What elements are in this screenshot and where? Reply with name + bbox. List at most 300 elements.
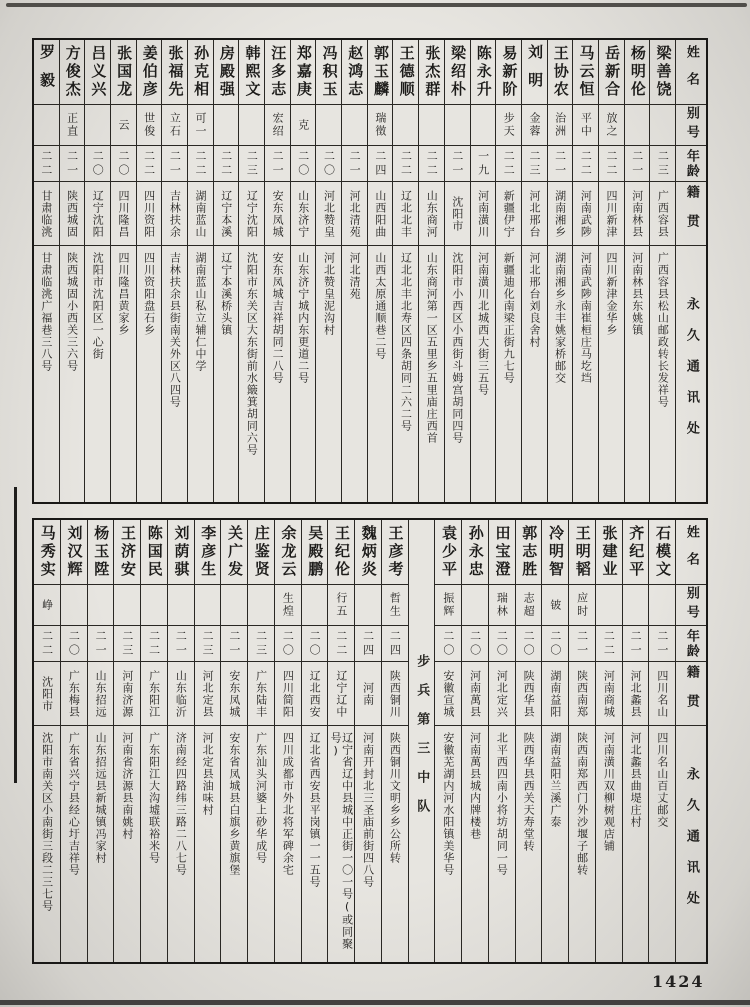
person-age-cell	[88, 625, 114, 661]
person-name-cell	[650, 40, 675, 104]
person-native-place: 广东陆丰	[254, 669, 268, 718]
person-native-cell	[382, 661, 408, 725]
person-address: 安东凤城吉祥胡同二八号	[271, 252, 285, 384]
person-name: 王纪伦	[333, 525, 351, 579]
person-column	[161, 40, 187, 502]
person-name: 李彦生	[199, 525, 218, 579]
person-address: 安东省凤城县白旗乡黄旗堡	[227, 732, 241, 876]
person-name: 袁少平	[440, 525, 458, 579]
person-age: 二四	[388, 629, 402, 658]
person-name-cell	[162, 40, 187, 104]
person-native-cell	[221, 661, 247, 725]
person-alias-cell	[548, 104, 573, 145]
person-alias-cell	[382, 584, 408, 625]
person-age-cell	[489, 625, 515, 661]
person-address: 山东商河第一区五里乡五里庙庄西首	[425, 252, 439, 444]
person-name-cell	[275, 520, 301, 584]
person-age: 二一	[575, 629, 589, 658]
person-name-cell	[573, 40, 598, 104]
person-native-cell	[85, 181, 110, 245]
person-address: 沈阳市沈阳区一心街	[91, 252, 105, 360]
person-age: 二二	[425, 149, 439, 178]
person-name: 王济安	[119, 525, 137, 579]
person-name-cell	[419, 40, 444, 104]
person-native-cell	[168, 661, 194, 725]
person-age: 二一	[271, 149, 285, 178]
person-native-place: 吉林扶余	[168, 189, 182, 238]
person-name: 齐纪平	[627, 525, 646, 579]
person-age-cell	[393, 145, 418, 181]
person-name-cell	[214, 40, 239, 104]
person-column	[354, 520, 381, 962]
person-name: 关广发	[226, 525, 244, 579]
person-name-cell	[168, 520, 194, 584]
person-native-place: 沈阳市	[40, 675, 54, 712]
person-address: 河北赞皇泥沟村	[322, 252, 336, 336]
person-age-cell	[542, 625, 568, 661]
header-cell-address	[676, 245, 706, 502]
person-age-cell	[195, 625, 221, 661]
person-name: 陈永升	[474, 45, 493, 99]
person-native-cell	[114, 661, 140, 725]
person-native-cell	[419, 181, 444, 245]
person-column	[434, 520, 461, 962]
person-native-place: 四川简阳	[281, 669, 295, 718]
person-address-cell	[516, 725, 542, 962]
person-address-cell	[137, 245, 162, 502]
person-column	[113, 520, 140, 962]
person-age-cell	[168, 625, 194, 661]
person-alias-cell	[275, 584, 301, 625]
person-native-cell	[111, 181, 136, 245]
person-name-cell	[195, 520, 221, 584]
person-age: 二三	[254, 629, 268, 658]
person-alias-cell	[60, 104, 85, 145]
person-address: 沈阳市东关区大东街前水簸箕胡同六号	[245, 252, 259, 456]
person-name: 郭玉麟	[371, 45, 390, 99]
person-native-place: 湖南益阳	[548, 669, 562, 718]
person-name: 郭志胜	[520, 525, 539, 579]
person-address: 广东汕头河婆上砂华成号	[254, 732, 268, 864]
person-column	[264, 40, 290, 502]
person-age-cell	[221, 625, 247, 661]
person-alias-cell	[489, 584, 515, 625]
person-age: 二四	[361, 629, 375, 658]
person-age-cell	[419, 145, 444, 181]
person-age: 二〇	[322, 149, 336, 178]
person-name-cell	[141, 520, 167, 584]
person-name: 冷明智	[547, 525, 565, 579]
roster-table-lower	[32, 518, 708, 964]
header-age-label: 年龄	[683, 628, 699, 659]
person-name: 冯积玉	[320, 45, 339, 99]
person-age: 二三	[656, 149, 670, 178]
person-native-place: 山西阳曲	[373, 189, 387, 238]
header-age-label: 年龄	[683, 148, 699, 179]
person-address: 河南潢川双柳树观店铺	[602, 732, 616, 852]
header-cell-native	[676, 181, 706, 245]
person-age: 二一	[655, 629, 669, 658]
person-native-place: 辽北北丰	[399, 189, 413, 238]
person-name-cell	[522, 40, 547, 104]
person-name-cell	[649, 520, 675, 584]
person-name: 房殿强	[217, 45, 236, 99]
person-alias-cell	[221, 584, 247, 625]
person-age-cell	[316, 145, 341, 181]
person-address: 广西容县松山邮政转长发祥号	[656, 252, 670, 408]
person-name-cell	[137, 40, 162, 104]
person-alias: 瑞林	[495, 592, 509, 618]
person-native-place: 沈阳市	[450, 195, 464, 232]
person-native-cell	[542, 661, 568, 725]
person-column	[238, 40, 264, 502]
person-native-place: 四川隆昌	[116, 189, 130, 238]
person-address: 陕西城固小西关三六号	[65, 252, 79, 372]
person-age: 二三	[245, 149, 259, 178]
person-name: 汪多志	[269, 45, 288, 99]
person-age: 二〇	[468, 629, 482, 658]
person-name-cell	[462, 520, 488, 584]
person-native-place: 陕西华县	[522, 669, 536, 718]
person-name-cell	[291, 40, 316, 104]
person-column	[521, 40, 547, 502]
person-native-cell	[435, 661, 461, 725]
person-name-cell	[599, 40, 624, 104]
person-column	[624, 40, 650, 502]
person-name: 梁绍朴	[449, 45, 468, 99]
person-native-place: 四川名山	[655, 669, 669, 718]
person-name: 马秀实	[38, 525, 57, 579]
person-address-cell	[221, 725, 247, 962]
person-age: 二二	[602, 629, 616, 658]
person-alias-cell	[34, 584, 60, 625]
person-alias: 步天	[502, 112, 516, 138]
person-age: 二二	[40, 629, 54, 658]
person-column	[194, 520, 221, 962]
person-native-place: 河南潢川	[476, 189, 490, 238]
person-age: 二〇	[308, 629, 322, 658]
person-column	[136, 40, 162, 502]
person-age-cell	[516, 625, 542, 661]
person-age: 二〇	[495, 629, 509, 658]
person-address-cell	[548, 245, 573, 502]
person-native-cell	[649, 661, 675, 725]
header-native-label: 籍贯	[683, 664, 699, 723]
person-address: 广东省兴宁县经心圩吉祥号	[67, 732, 81, 876]
person-name: 刘明	[526, 44, 545, 100]
person-address: 济南经四路纬三路二八七号	[174, 732, 188, 876]
person-name-cell	[625, 40, 650, 104]
person-age-cell	[291, 145, 316, 181]
person-address-cell	[239, 245, 264, 502]
person-age: 二三	[120, 629, 134, 658]
person-alias-cell	[462, 584, 488, 625]
person-age-cell	[599, 145, 624, 181]
person-name-cell	[569, 520, 595, 584]
person-name: 王协农	[551, 45, 570, 99]
person-age-cell	[522, 145, 547, 181]
person-name: 石模文	[654, 525, 672, 579]
person-address: 辽北北丰北寿区四条胡同二六二号	[399, 252, 413, 432]
person-native-place: 陕西城固	[65, 189, 79, 238]
person-name: 杨明伦	[628, 45, 647, 99]
person-alias: 克	[296, 118, 310, 132]
person-alias: 正直	[65, 112, 79, 138]
person-column	[60, 520, 87, 962]
person-age-cell	[85, 145, 110, 181]
person-column	[34, 40, 59, 502]
person-address: 四川隆昌黄家乡	[116, 252, 130, 336]
person-column	[470, 40, 496, 502]
person-alias-cell	[111, 104, 136, 145]
person-age-cell	[342, 145, 367, 181]
person-alias-cell	[368, 104, 393, 145]
person-address-cell	[34, 245, 59, 502]
person-native-place: 辽宁本溪	[219, 189, 233, 238]
person-address-cell	[489, 725, 515, 962]
person-address: 辽宁省辽中县城中正街一〇一号(或同聚号)	[329, 732, 354, 950]
person-native-place: 辽北西安	[308, 669, 322, 718]
person-address: 河南潢川北城西大街三五号	[476, 252, 490, 396]
person-address: 河南省济源县南姚村	[120, 732, 134, 840]
person-native-place: 河南济源	[120, 669, 134, 718]
person-column	[290, 40, 316, 502]
person-native-place: 河北定兴	[495, 669, 509, 718]
person-age: 二一	[629, 629, 643, 658]
person-column	[648, 520, 675, 962]
header-address-label: 永久通讯处	[683, 296, 699, 452]
person-column	[327, 520, 354, 962]
person-age: 二二	[579, 149, 593, 178]
person-address-cell	[625, 245, 650, 502]
person-name: 魏炳炎	[359, 525, 378, 579]
person-alias-cell	[88, 584, 114, 625]
person-address: 四川资阳盘石乡	[142, 252, 156, 336]
person-native-cell	[393, 181, 418, 245]
person-name-cell	[88, 520, 114, 584]
person-address: 四川名山百丈邮交	[655, 732, 669, 828]
person-age-cell	[34, 625, 60, 661]
person-age-cell	[111, 145, 136, 181]
person-address: 河南武陟南崔桓庄马圪垱	[579, 252, 593, 384]
person-name-cell	[516, 520, 542, 584]
person-address: 山西太原通顺巷二号	[373, 252, 387, 360]
person-name: 陈国民	[145, 525, 164, 579]
header-cell-name	[676, 520, 706, 584]
person-native-cell	[471, 181, 496, 245]
person-address-cell	[596, 725, 622, 962]
person-age-cell	[328, 625, 354, 661]
person-native-cell	[60, 181, 85, 245]
person-age: 二一	[94, 629, 108, 658]
person-age: 二一	[630, 149, 644, 178]
person-native-place: 湖南蓝山	[194, 189, 208, 238]
person-native-place: 广西容县	[656, 189, 670, 238]
person-address-cell	[188, 245, 213, 502]
person-age-cell	[60, 145, 85, 181]
person-alias-cell	[188, 104, 213, 145]
person-alias: 志超	[522, 592, 536, 618]
person-name: 郑嘉庚	[294, 45, 313, 99]
header-cell-age	[676, 625, 706, 661]
person-alias-cell	[114, 584, 140, 625]
person-native-place: 安东凤城	[271, 189, 285, 238]
person-address: 辽宁本溪桥头镇	[219, 252, 233, 336]
person-address-cell	[214, 245, 239, 502]
person-alias-cell	[522, 104, 547, 145]
person-age: 二二	[142, 149, 156, 178]
person-name-cell	[302, 520, 328, 584]
person-native-cell	[522, 181, 547, 245]
person-address: 安徽芜湖内河水阳镇美华号	[441, 732, 455, 876]
person-native-place: 广东阳江	[147, 669, 161, 718]
person-native-cell	[623, 661, 649, 725]
person-alias-cell	[162, 104, 187, 145]
person-name: 罗毅	[38, 44, 57, 100]
person-name-cell	[85, 40, 110, 104]
person-age-cell	[275, 625, 301, 661]
person-name: 马云恒	[577, 45, 596, 99]
person-native-cell	[573, 181, 598, 245]
person-native-place: 湖南湘乡	[553, 189, 567, 238]
header-alias-label: 别号	[683, 106, 699, 144]
person-address-cell	[60, 245, 85, 502]
person-alias-cell	[516, 584, 542, 625]
person-name-cell	[188, 40, 213, 104]
person-alias: 治洲	[553, 112, 567, 138]
person-age: 二一	[348, 149, 362, 178]
person-age-cell	[650, 145, 675, 181]
person-name: 张建业	[600, 525, 619, 579]
person-address: 陕西华县西关天寿堂转	[522, 732, 536, 852]
person-column	[220, 520, 247, 962]
person-name: 孙永忠	[466, 525, 485, 579]
person-alias: 平中	[579, 112, 593, 138]
person-age: 一九	[476, 149, 490, 178]
person-name-cell	[548, 40, 573, 104]
person-column	[140, 520, 167, 962]
person-column	[301, 520, 328, 962]
person-age-cell	[188, 145, 213, 181]
person-name: 田宝澄	[493, 525, 512, 579]
person-age: 二二	[399, 149, 413, 178]
person-alias: 振辉	[441, 592, 455, 618]
person-column	[622, 520, 649, 962]
person-alias: 放之	[605, 112, 619, 138]
person-age-cell	[141, 625, 167, 661]
person-native-place: 河南林县	[630, 189, 644, 238]
header-name-label: 姓名	[683, 525, 699, 579]
person-address: 湖南湘乡永丰姚家桥邮交	[553, 252, 567, 384]
person-name-cell	[316, 40, 341, 104]
unit-column	[408, 520, 435, 962]
person-age: 二〇	[281, 629, 295, 658]
person-column	[341, 40, 367, 502]
person-name: 庄鉴贤	[252, 525, 271, 579]
person-native-cell	[61, 661, 87, 725]
person-name: 王明韬	[573, 525, 592, 579]
person-native-place: 河南商城	[602, 669, 616, 718]
person-address-cell	[275, 725, 301, 962]
person-name: 王德顺	[397, 45, 416, 99]
person-native-cell	[625, 181, 650, 245]
person-age-cell	[248, 625, 274, 661]
person-native-cell	[34, 181, 59, 245]
page-number: 1424	[652, 972, 705, 991]
person-address-cell	[61, 725, 87, 962]
person-column	[598, 40, 624, 502]
person-name: 姜伯彦	[140, 45, 159, 99]
person-native-cell	[265, 181, 290, 245]
person-address: 广东阳江大沟墟联裕米号	[147, 732, 161, 864]
person-column	[167, 520, 194, 962]
person-address-cell	[650, 245, 675, 502]
person-age: 二一	[65, 149, 79, 178]
person-column	[34, 520, 60, 962]
person-address-cell	[342, 245, 367, 502]
header-name-label: 姓名	[683, 45, 699, 99]
scan-bottom-edge	[0, 1000, 750, 1005]
person-native-cell	[596, 661, 622, 725]
person-alias-cell	[265, 104, 290, 145]
person-name: 赵鸿志	[346, 45, 365, 99]
person-address-cell	[316, 245, 341, 502]
person-address: 河北清苑	[348, 252, 362, 300]
person-column	[461, 520, 488, 962]
person-native-place: 广东梅县	[67, 669, 81, 718]
person-age: 二三	[201, 629, 215, 658]
person-native-cell	[355, 661, 381, 725]
person-column	[595, 520, 622, 962]
person-age: 二〇	[296, 149, 310, 178]
person-native-place: 辽宁辽中	[334, 669, 348, 718]
person-age-cell	[649, 625, 675, 661]
unit-label: 步兵第三中队	[414, 654, 430, 828]
roster-table-upper	[32, 38, 708, 504]
person-alias-cell	[239, 104, 264, 145]
person-alias-cell	[137, 104, 162, 145]
person-alias-cell	[569, 584, 595, 625]
person-alias-cell	[141, 584, 167, 625]
upper-header-column	[675, 40, 706, 502]
person-alias: 金蓉	[527, 112, 541, 138]
person-age-cell	[355, 625, 381, 661]
person-age: 二二	[194, 149, 208, 178]
person-name-cell	[489, 520, 515, 584]
person-name-cell	[382, 520, 408, 584]
person-address: 新疆迪化南梁正街九七号	[502, 252, 516, 384]
person-alias-cell	[316, 104, 341, 145]
person-address: 河南萬县城内牌楼巷	[468, 732, 482, 840]
person-alias: 瑞徵	[373, 112, 387, 138]
person-column	[315, 40, 341, 502]
person-alias-cell	[625, 104, 650, 145]
person-address-cell	[368, 245, 393, 502]
person-column	[541, 520, 568, 962]
person-native-cell	[162, 181, 187, 245]
person-address-cell	[88, 725, 114, 962]
person-alias: 铍	[548, 598, 562, 612]
person-alias-cell	[650, 104, 675, 145]
person-name: 张杰群	[423, 45, 442, 99]
person-native-cell	[291, 181, 316, 245]
person-age-cell	[34, 145, 59, 181]
person-column	[213, 40, 239, 502]
person-address: 河南开封北三圣庙前街四八号	[361, 732, 375, 888]
person-alias-cell	[623, 584, 649, 625]
person-name-cell	[471, 40, 496, 104]
person-column	[59, 40, 85, 502]
